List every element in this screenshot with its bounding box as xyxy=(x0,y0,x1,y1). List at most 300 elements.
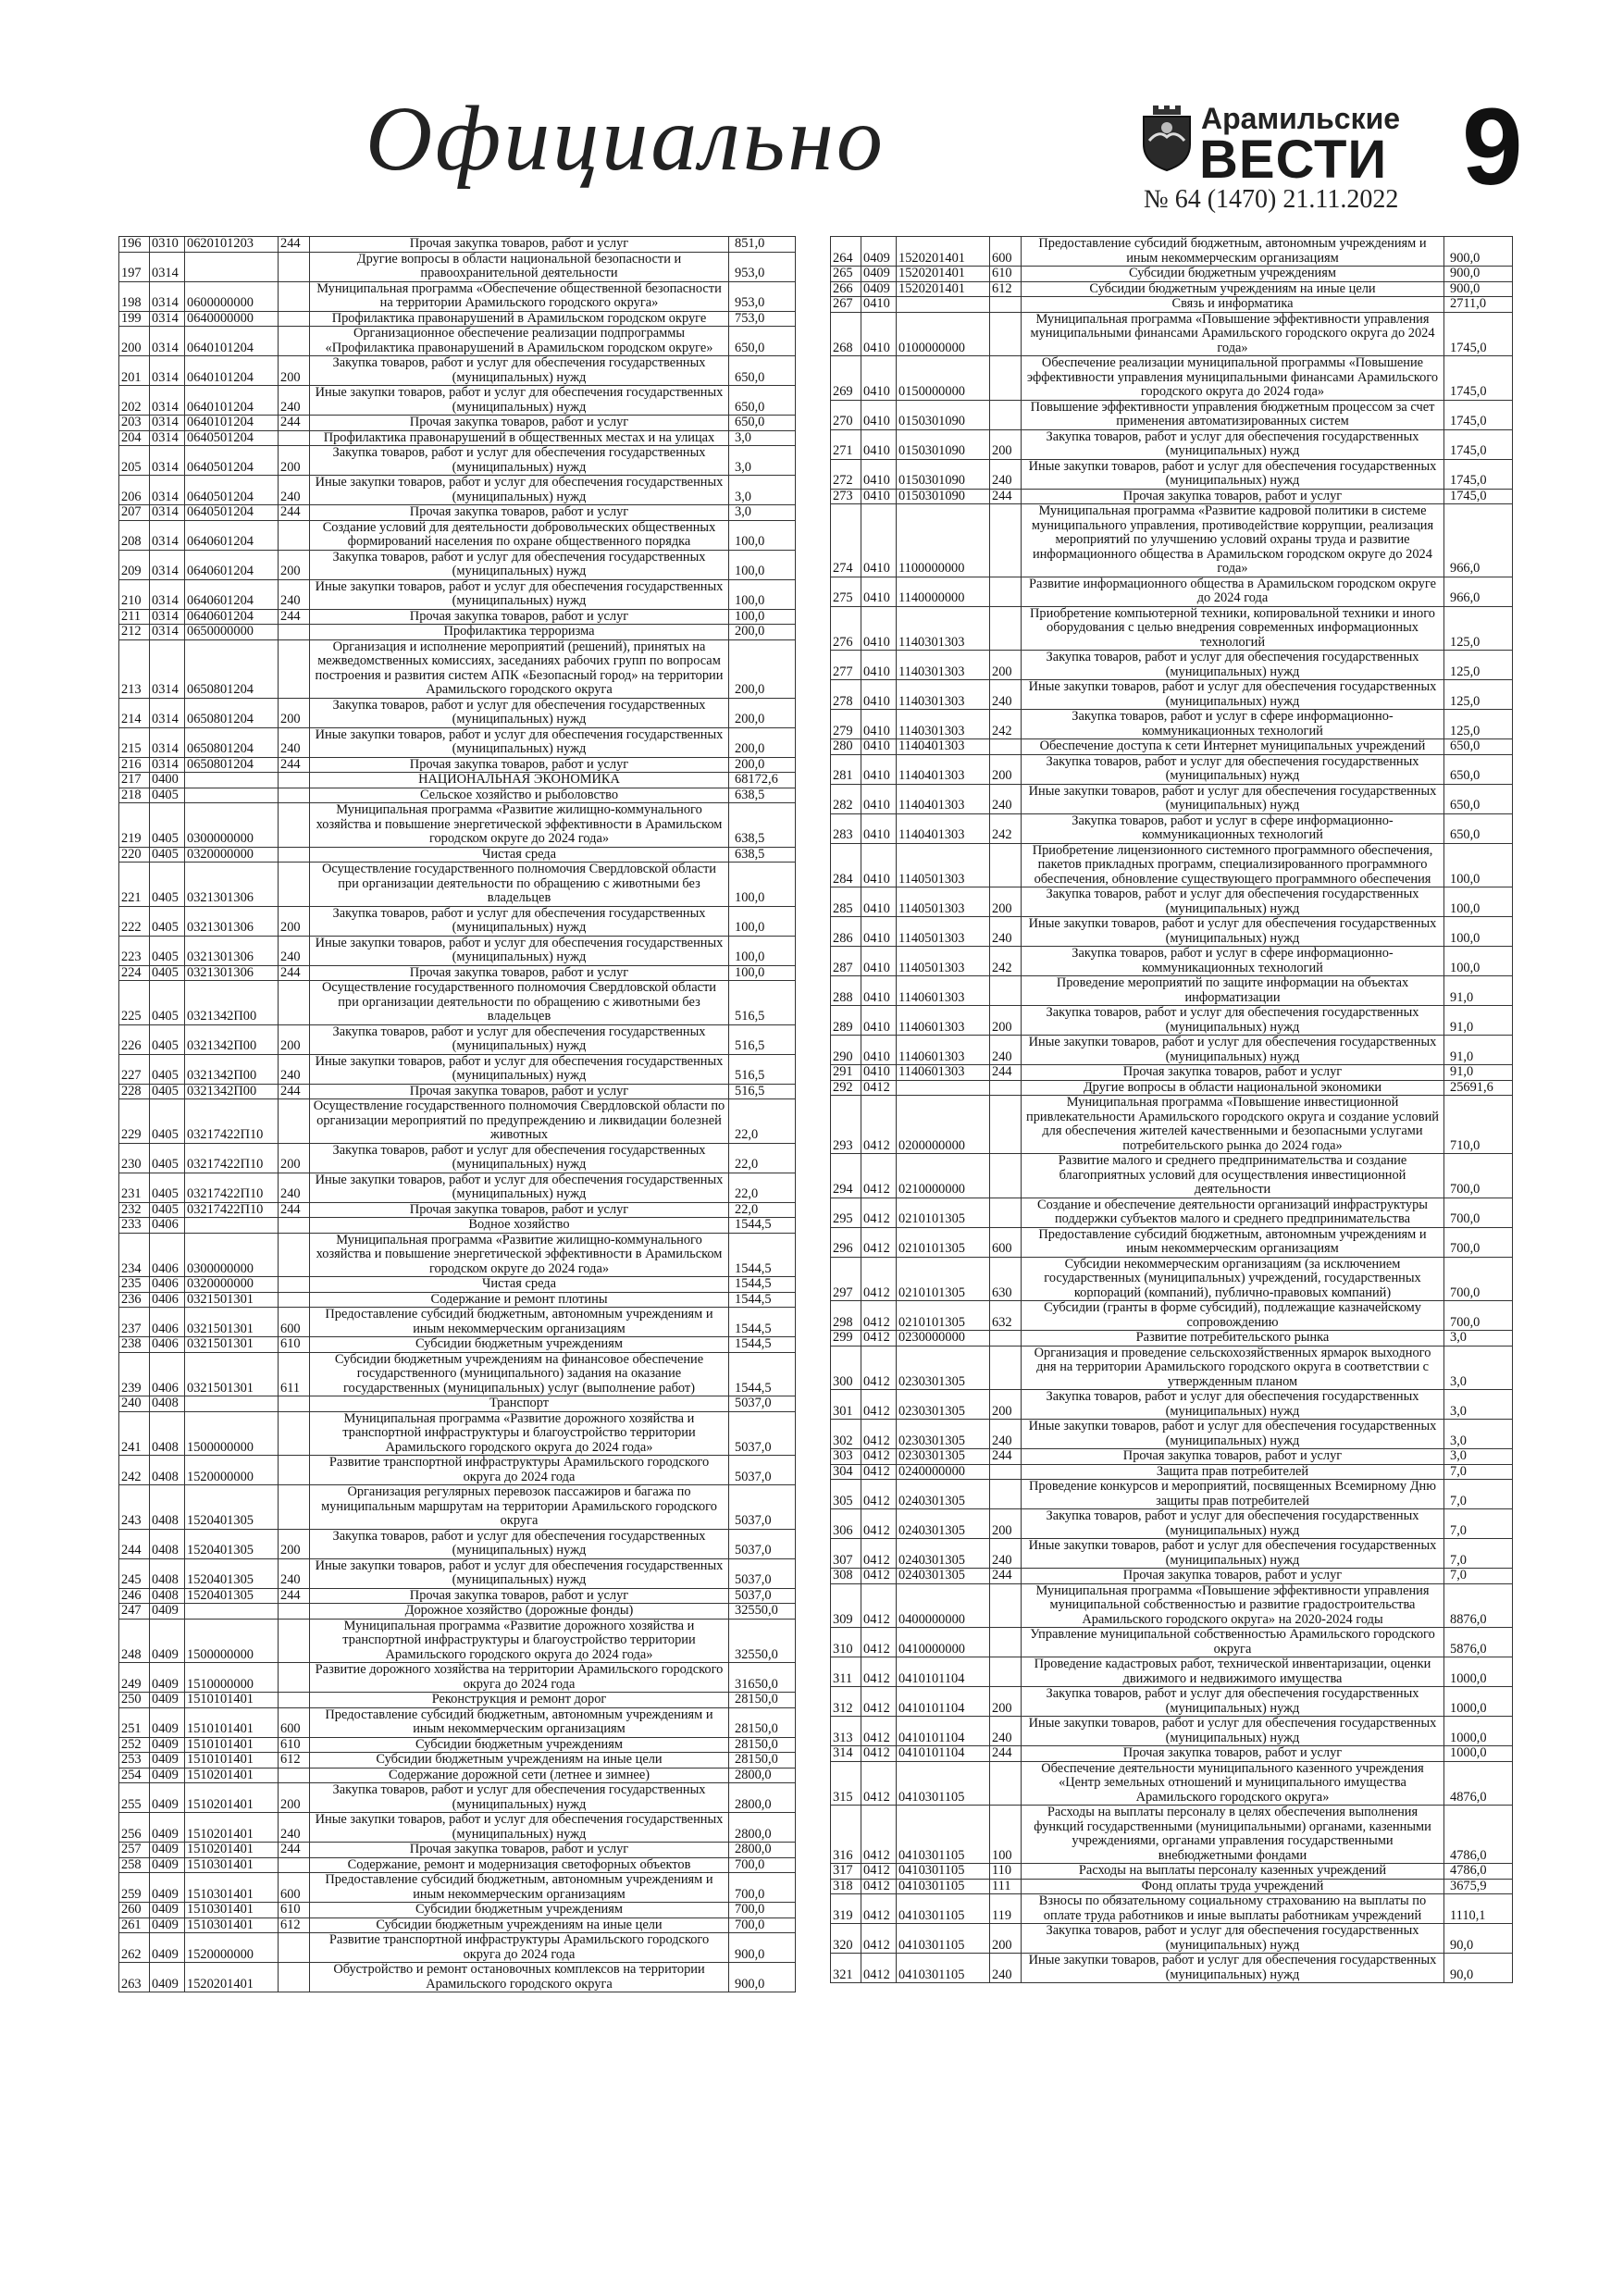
target-article-code: 1520201401 xyxy=(897,237,990,267)
amount: 1544,5 xyxy=(729,1292,796,1308)
target-article-code: 0640601204 xyxy=(185,579,279,609)
expense-name: Обеспечение деятельности муниципального казенного учреждения «Центр земельных отношений и муниципального имущества Арамильского городского округа» xyxy=(1022,1761,1444,1806)
expense-type-code: 244 xyxy=(990,1065,1022,1081)
row-number: 247 xyxy=(119,1604,150,1620)
expense-type-code xyxy=(279,1963,310,1992)
expense-name: Субсидии бюджетным учреждениям на иные цели xyxy=(1022,281,1444,297)
row-number: 220 xyxy=(119,847,150,863)
row-number: 246 xyxy=(119,1588,150,1604)
amount: 3,0 xyxy=(729,505,796,521)
section-code: 0410 xyxy=(861,606,897,651)
section-code: 0408 xyxy=(150,1588,185,1604)
row-number: 238 xyxy=(119,1337,150,1353)
section-code: 0409 xyxy=(150,1843,185,1858)
section-code: 0314 xyxy=(150,727,185,757)
target-article-code: 0640601204 xyxy=(185,520,279,550)
expense-type-code: 244 xyxy=(279,237,310,253)
section-code: 0400 xyxy=(150,773,185,788)
amount: 5037,0 xyxy=(729,1456,796,1485)
target-article-code: 0640101204 xyxy=(185,386,279,416)
table-row xyxy=(119,1588,796,1604)
expense-name: Прочая закупка товаров, работ и услуг xyxy=(310,1202,729,1218)
table-row xyxy=(119,1768,796,1783)
amount: 700,0 xyxy=(729,1873,796,1903)
amount: 953,0 xyxy=(729,252,796,281)
expense-name: Закупка товаров, работ и услуг для обеспечения государственных (муниципальных) нужд xyxy=(1022,651,1444,680)
table-row xyxy=(831,504,1513,577)
target-article-code: 0240000000 xyxy=(897,1464,990,1480)
table-row xyxy=(119,936,796,965)
section-code: 0314 xyxy=(150,757,185,773)
expense-name: Прочая закупка товаров, работ и услуг xyxy=(310,757,729,773)
row-number: 233 xyxy=(119,1218,150,1234)
table-row xyxy=(831,813,1513,843)
expense-name: Прочая закупка товаров, работ и услуг xyxy=(1022,1569,1444,1584)
section-code: 0314 xyxy=(150,625,185,640)
section-code: 0406 xyxy=(150,1277,185,1293)
row-number: 201 xyxy=(119,356,150,386)
target-article-code: 1140501303 xyxy=(897,947,990,976)
table-row xyxy=(119,520,796,550)
expense-type-code xyxy=(279,1218,310,1234)
target-article-code: 1520201401 xyxy=(185,1963,279,1992)
amount: 1000,0 xyxy=(1444,1687,1513,1717)
amount: 4876,0 xyxy=(1444,1761,1513,1806)
target-article-code: 0240301305 xyxy=(897,1509,990,1539)
expense-type-code: 600 xyxy=(990,237,1022,267)
expense-type-code: 244 xyxy=(990,1569,1022,1584)
section-code: 0410 xyxy=(861,680,897,710)
row-number: 264 xyxy=(831,237,861,267)
expense-type-code xyxy=(990,312,1022,356)
target-article-code: 0640000000 xyxy=(185,311,279,327)
section-code: 0405 xyxy=(150,788,185,803)
table-row xyxy=(119,1099,796,1144)
table-row xyxy=(831,1924,1513,1954)
section-code: 0314 xyxy=(150,550,185,579)
amount: 3,0 xyxy=(1444,1346,1513,1390)
amount: 100,0 xyxy=(729,579,796,609)
section-code: 0410 xyxy=(861,651,897,680)
amount: 2800,0 xyxy=(729,1783,796,1813)
target-article-code: 0150301090 xyxy=(897,429,990,459)
target-article-code: 03217422П10 xyxy=(185,1173,279,1202)
amount: 1745,0 xyxy=(1444,312,1513,356)
row-number: 203 xyxy=(119,416,150,431)
row-number: 317 xyxy=(831,1864,861,1880)
row-number: 292 xyxy=(831,1080,861,1096)
amount: 1000,0 xyxy=(1444,1746,1513,1762)
expense-type-code: 200 xyxy=(990,1687,1022,1717)
expense-name: Муниципальная программа «Повышение эффективности управления муниципальной собственностью и развитие градостроительства Арамильского городского округа» на 2020-2024 годы xyxy=(1022,1583,1444,1628)
table-row xyxy=(119,1024,796,1054)
expense-name: Закупка товаров, работ и услуг для обеспечения государственных (муниципальных) нужд xyxy=(1022,1390,1444,1420)
expense-name: Организация регулярных перевозок пассажиров и багажа по муниципальным маршрутам на территории Арамильского городского округа xyxy=(310,1485,729,1530)
row-number: 314 xyxy=(831,1746,861,1762)
expense-name: Субсидии некоммерческим организациям (за исключением государственных (муниципальных) учреждений, государственных корпораций (компаний), публично-правовых компаний) xyxy=(1022,1257,1444,1301)
section-code: 0314 xyxy=(150,609,185,625)
expense-type-code xyxy=(279,430,310,446)
expense-name: НАЦИОНАЛЬНАЯ ЭКОНОМИКА xyxy=(310,773,729,788)
target-article-code: 03217422П10 xyxy=(185,1202,279,1218)
section-code: 0314 xyxy=(150,356,185,386)
section-code: 0409 xyxy=(150,1707,185,1737)
section-code: 0314 xyxy=(150,327,185,356)
table-row xyxy=(119,803,796,848)
amount: 90,0 xyxy=(1444,1954,1513,1983)
section-code: 0405 xyxy=(150,803,185,848)
expense-type-code: 242 xyxy=(990,947,1022,976)
expense-name: Иные закупки товаров, работ и услуг для обеспечения государственных (муниципальных) нужд xyxy=(310,579,729,609)
amount: 3,0 xyxy=(1444,1331,1513,1347)
expense-name: Осуществление государственного полномочия Свердловской области при организации деятельности по обращению с животными без владельцев xyxy=(310,863,729,907)
page-number: 9 xyxy=(1462,86,1523,208)
expense-name: Субсидии (гранты в форме субсидий), подлежащие казначейскому сопровождению xyxy=(1022,1301,1444,1331)
target-article-code: 1510000000 xyxy=(185,1663,279,1693)
table-row xyxy=(119,906,796,936)
row-number: 209 xyxy=(119,550,150,579)
expense-name: Иные закупки товаров, работ и услуг для обеспечения государственных (муниципальных) нужд xyxy=(1022,1954,1444,1983)
section-code: 0412 xyxy=(861,1227,897,1257)
expense-name: Обеспечение реализации муниципальной программы «Повышение эффективности управления муниципальными финансами Арамильского городского округа до 2024 года» xyxy=(1022,356,1444,401)
table-row xyxy=(119,1352,796,1396)
expense-name: Чистая среда xyxy=(310,1277,729,1293)
section-code: 0410 xyxy=(861,489,897,504)
expense-name: Прочая закупка товаров, работ и услуг xyxy=(1022,1065,1444,1081)
amount: 966,0 xyxy=(1444,504,1513,577)
section-code: 0410 xyxy=(861,784,897,813)
amount: 28150,0 xyxy=(729,1753,796,1769)
section-code: 0409 xyxy=(150,1693,185,1708)
target-article-code: 1500000000 xyxy=(185,1411,279,1456)
section-code: 0409 xyxy=(150,1857,185,1873)
expense-type-code xyxy=(279,1233,310,1277)
amount: 700,0 xyxy=(1444,1257,1513,1301)
target-article-code: 0321301306 xyxy=(185,863,279,907)
amount: 3,0 xyxy=(1444,1420,1513,1449)
expense-name: Профилактика терроризма xyxy=(310,625,729,640)
section-code: 0410 xyxy=(861,400,897,429)
section-code: 0412 xyxy=(861,1687,897,1717)
amount: 1544,5 xyxy=(729,1277,796,1293)
table-row xyxy=(119,356,796,386)
expense-name: Закупка товаров, работ и услуг для обеспечения государственных (муниципальных) нужд xyxy=(310,1783,729,1813)
table-row xyxy=(119,1813,796,1843)
amount: 200,0 xyxy=(729,727,796,757)
expense-type-code: 244 xyxy=(990,1449,1022,1465)
amount: 125,0 xyxy=(1444,680,1513,710)
amount: 100,0 xyxy=(729,936,796,965)
expense-name: Фонд оплаты труда учреждений xyxy=(1022,1879,1444,1894)
table-row xyxy=(831,1509,1513,1539)
expense-type-code: 240 xyxy=(990,917,1022,947)
expense-type-code: 600 xyxy=(990,1227,1022,1257)
expense-type-code xyxy=(990,1761,1022,1806)
expense-name: Проведение конкурсов и мероприятий, посвященных Всемирному Дню защиты прав потребителей xyxy=(1022,1480,1444,1509)
section-code: 0314 xyxy=(150,446,185,476)
amount: 68172,6 xyxy=(729,773,796,788)
row-number: 295 xyxy=(831,1198,861,1227)
row-number: 301 xyxy=(831,1390,861,1420)
expense-type-code: 242 xyxy=(990,710,1022,739)
amount: 22,0 xyxy=(729,1202,796,1218)
target-article-code: 1520000000 xyxy=(185,1933,279,1963)
target-article-code: 0321501301 xyxy=(185,1352,279,1396)
section-code: 0412 xyxy=(861,1628,897,1657)
expense-name: Проведение мероприятий по защите информации на объектах информатизации xyxy=(1022,976,1444,1006)
table-row xyxy=(119,625,796,640)
section-code: 0314 xyxy=(150,579,185,609)
amount: 100,0 xyxy=(729,520,796,550)
amount: 200,0 xyxy=(729,625,796,640)
amount: 700,0 xyxy=(729,1903,796,1918)
section-code: 0409 xyxy=(150,1619,185,1663)
expense-name: Осуществление государственного полномочия Свердловской области при организации деятельности по обращению с животными без владельцев xyxy=(310,981,729,1025)
section-code: 0412 xyxy=(861,1924,897,1954)
row-number: 273 xyxy=(831,489,861,504)
section-code: 0412 xyxy=(861,1954,897,1983)
target-article-code: 1140301303 xyxy=(897,651,990,680)
expense-type-code xyxy=(990,504,1022,577)
amount: 1544,5 xyxy=(729,1337,796,1353)
table-row xyxy=(831,1480,1513,1509)
expense-type-code xyxy=(279,1604,310,1620)
target-article-code: 0321301306 xyxy=(185,936,279,965)
row-number: 274 xyxy=(831,504,861,577)
expense-name: Прочая закупка товаров, работ и услуг xyxy=(310,416,729,431)
target-article-code: 0300000000 xyxy=(185,803,279,848)
section-code: 0310 xyxy=(150,237,185,253)
expense-name: Содержание и ремонт плотины xyxy=(310,1292,729,1308)
section-code: 0410 xyxy=(861,887,897,917)
amount: 753,0 xyxy=(729,311,796,327)
amount: 2800,0 xyxy=(729,1813,796,1843)
amount: 100,0 xyxy=(729,965,796,981)
expense-name: Иные закупки товаров, работ и услуг для обеспечения государственных (муниципальных) нужд xyxy=(310,476,729,505)
expense-name: Закупка товаров, работ и услуг для обеспечения государственных (муниципальных) нужд xyxy=(310,1024,729,1054)
expense-type-code: 244 xyxy=(279,1843,310,1858)
expense-name: Предоставление субсидий бюджетным, автономным учреждениям и иным некоммерческим организациям xyxy=(310,1308,729,1337)
table-row xyxy=(119,1903,796,1918)
section-code: 0412 xyxy=(861,1746,897,1762)
amount: 516,5 xyxy=(729,1054,796,1084)
expense-name: Содержание, ремонт и модернизация светофорных объектов xyxy=(310,1857,729,1873)
table-row xyxy=(119,965,796,981)
section-code: 0409 xyxy=(150,1903,185,1918)
expense-name: Предоставление субсидий бюджетным, автономным учреждениям и иным некоммерческим организациям xyxy=(1022,1227,1444,1257)
expense-name: Приобретение компьютерной техники, копировальной техники и иного оборудования с целью внедрения современных информационных технологий xyxy=(1022,606,1444,651)
amount: 710,0 xyxy=(1444,1096,1513,1154)
expense-name: Прочая закупка товаров, работ и услуг xyxy=(1022,1449,1444,1465)
table-row xyxy=(119,1456,796,1485)
table-row xyxy=(831,1746,1513,1762)
table-row xyxy=(831,976,1513,1006)
expense-type-code xyxy=(279,981,310,1025)
amount: 7,0 xyxy=(1444,1480,1513,1509)
section-code: 0408 xyxy=(150,1456,185,1485)
table-row xyxy=(119,1843,796,1858)
amount: 1544,5 xyxy=(729,1308,796,1337)
expense-type-code xyxy=(279,1456,310,1485)
section-code: 0409 xyxy=(861,267,897,282)
issue-info: № 64 (1470) 21.11.2022 xyxy=(1144,185,1399,214)
target-article-code xyxy=(185,1396,279,1412)
expense-type-code: 612 xyxy=(279,1753,310,1769)
expense-type-code: 200 xyxy=(990,1924,1022,1954)
row-number: 309 xyxy=(831,1583,861,1628)
table-row xyxy=(831,1879,1513,1894)
amount: 4786,0 xyxy=(1444,1864,1513,1880)
table-row xyxy=(119,327,796,356)
row-number: 310 xyxy=(831,1628,861,1657)
target-article-code: 0620101203 xyxy=(185,237,279,253)
row-number: 282 xyxy=(831,784,861,813)
target-article-code: 0240301305 xyxy=(897,1539,990,1569)
section-code: 0406 xyxy=(150,1233,185,1277)
expense-name: Иные закупки товаров, работ и услуг для обеспечения государственных (муниципальных) нужд xyxy=(310,1813,729,1843)
section-code: 0406 xyxy=(150,1292,185,1308)
expense-type-code xyxy=(990,1480,1022,1509)
amount: 1110,1 xyxy=(1444,1894,1513,1924)
expense-name: Создание и обеспечение деятельности организаций инфраструктуры поддержки субъектов малого и среднего предпринимательства xyxy=(1022,1198,1444,1227)
section-code: 0409 xyxy=(861,281,897,297)
row-number: 249 xyxy=(119,1663,150,1693)
table-row xyxy=(119,863,796,907)
row-number: 261 xyxy=(119,1917,150,1933)
table-row xyxy=(119,1218,796,1234)
amount: 3,0 xyxy=(729,476,796,505)
row-number: 315 xyxy=(831,1761,861,1806)
section-code: 0412 xyxy=(861,1539,897,1569)
expense-type-code xyxy=(279,788,310,803)
target-article-code: 03217422П10 xyxy=(185,1143,279,1173)
section-code: 0410 xyxy=(861,1036,897,1065)
expense-name: Профилактика правонарушений в Арамильском городском округе xyxy=(310,311,729,327)
target-article-code: 0321342П00 xyxy=(185,1024,279,1054)
target-article-code: 1510301401 xyxy=(185,1857,279,1873)
target-article-code: 03217422П10 xyxy=(185,1099,279,1144)
amount: 1745,0 xyxy=(1444,459,1513,489)
expense-type-code xyxy=(990,1657,1022,1687)
row-number: 217 xyxy=(119,773,150,788)
amount: 2800,0 xyxy=(729,1843,796,1858)
row-number: 283 xyxy=(831,813,861,843)
row-number: 311 xyxy=(831,1657,861,1687)
row-number: 223 xyxy=(119,936,150,965)
row-number: 313 xyxy=(831,1717,861,1746)
row-number: 210 xyxy=(119,579,150,609)
table-row xyxy=(119,1558,796,1588)
expense-type-code: 240 xyxy=(279,476,310,505)
target-article-code: 0640101204 xyxy=(185,356,279,386)
amount: 1000,0 xyxy=(1444,1657,1513,1687)
table-row xyxy=(119,1753,796,1769)
expense-name: Приобретение лицензионного системного программного обеспечения, пакетов прикладных программ, специализированного программного обеспечения, обновление существующего программного обеспечения xyxy=(1022,843,1444,887)
table-row xyxy=(831,1761,1513,1806)
expense-name: Субсидии бюджетным учреждениям xyxy=(310,1903,729,1918)
table-row xyxy=(831,1346,1513,1390)
table-row xyxy=(831,1257,1513,1301)
row-number: 240 xyxy=(119,1396,150,1412)
table-row xyxy=(831,1717,1513,1746)
row-number: 243 xyxy=(119,1485,150,1530)
section-code: 0314 xyxy=(150,698,185,727)
expense-type-code: 242 xyxy=(990,813,1022,843)
expense-type-code: 240 xyxy=(990,784,1022,813)
section-code: 0405 xyxy=(150,1173,185,1202)
target-article-code: 0300000000 xyxy=(185,1233,279,1277)
row-number: 318 xyxy=(831,1879,861,1894)
row-number: 231 xyxy=(119,1173,150,1202)
expense-type-code xyxy=(990,1198,1022,1227)
amount: 650,0 xyxy=(1444,784,1513,813)
expense-type-code: 610 xyxy=(279,1903,310,1918)
expense-type-code: 611 xyxy=(279,1352,310,1396)
amount: 900,0 xyxy=(1444,281,1513,297)
expense-type-code: 244 xyxy=(279,609,310,625)
amount: 5037,0 xyxy=(729,1411,796,1456)
amount: 638,5 xyxy=(729,788,796,803)
section-code: 0410 xyxy=(861,843,897,887)
table-row xyxy=(119,1308,796,1337)
table-row xyxy=(119,639,796,698)
section-code: 0412 xyxy=(861,1569,897,1584)
row-number: 278 xyxy=(831,680,861,710)
amount: 91,0 xyxy=(1444,1006,1513,1036)
row-number: 307 xyxy=(831,1539,861,1569)
target-article-code: 0640101204 xyxy=(185,416,279,431)
expense-type-code: 600 xyxy=(279,1308,310,1337)
table-row xyxy=(831,1628,1513,1657)
expense-type-code xyxy=(279,1933,310,1963)
expense-type-code xyxy=(990,356,1022,401)
target-article-code xyxy=(897,1080,990,1096)
target-article-code: 0320000000 xyxy=(185,847,279,863)
row-number: 253 xyxy=(119,1753,150,1769)
target-article-code: 0210101305 xyxy=(897,1301,990,1331)
expense-type-code xyxy=(990,1080,1022,1096)
target-article-code: 1520401305 xyxy=(185,1588,279,1604)
expense-type-code: 240 xyxy=(279,727,310,757)
expense-type-code: 111 xyxy=(990,1879,1022,1894)
section-code: 0410 xyxy=(861,429,897,459)
row-number: 302 xyxy=(831,1420,861,1449)
section-code: 0314 xyxy=(150,252,185,281)
target-article-code: 0410101104 xyxy=(897,1746,990,1762)
target-article-code xyxy=(185,788,279,803)
amount: 5037,0 xyxy=(729,1529,796,1558)
section-code: 0314 xyxy=(150,386,185,416)
expense-name: Субсидии бюджетным учреждениям на иные цели xyxy=(310,1753,729,1769)
expense-type-code: 600 xyxy=(279,1873,310,1903)
expense-name: Муниципальная программа «Повышение инвестиционной привлекательности Арамильского городского округа и создание условий для обеспечения жителей качественными и безопасными услугами потребительского рынка до 2024 года» xyxy=(1022,1096,1444,1154)
target-article-code: 1510201401 xyxy=(185,1843,279,1858)
row-number: 230 xyxy=(119,1143,150,1173)
section-code: 0409 xyxy=(150,1768,185,1783)
amount: 700,0 xyxy=(729,1917,796,1933)
section-code: 0412 xyxy=(861,1080,897,1096)
expense-type-code xyxy=(279,520,310,550)
amount: 650,0 xyxy=(729,416,796,431)
table-row xyxy=(831,947,1513,976)
amount: 200,0 xyxy=(729,757,796,773)
page-header xyxy=(0,0,1623,231)
expense-type-code: 240 xyxy=(279,1173,310,1202)
row-number: 245 xyxy=(119,1558,150,1588)
expense-name: Закупка товаров, работ и услуг для обеспечения государственных (муниципальных) нужд xyxy=(310,1143,729,1173)
target-article-code: 0410301105 xyxy=(897,1864,990,1880)
expense-name: Организационное обеспечение реализации подпрограммы «Профилактика правонарушений в Арамильском городском округе» xyxy=(310,327,729,356)
